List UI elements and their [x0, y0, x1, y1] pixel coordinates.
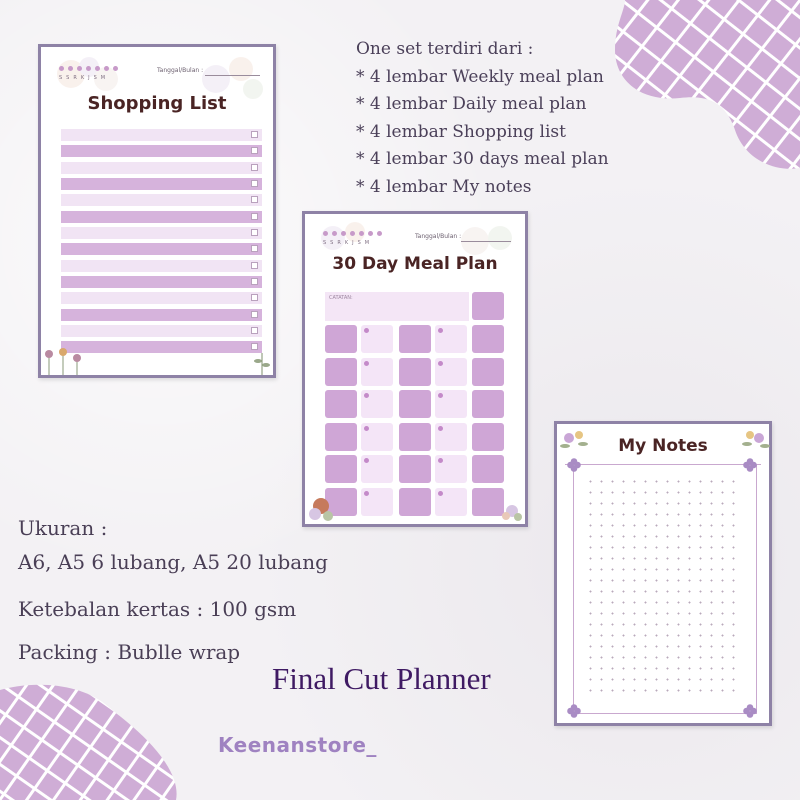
shopping-list-sheet [38, 44, 276, 378]
meal-cell [399, 488, 431, 516]
meal-cell [399, 390, 431, 418]
meal-cell [472, 455, 504, 483]
meal-cell [472, 390, 504, 418]
meal-cell [325, 325, 357, 353]
meal-cell [472, 292, 504, 320]
meal-cell [361, 455, 393, 483]
packing-info: Packing : Bublle wrap [18, 640, 241, 664]
bullet-dot [438, 328, 443, 333]
size-label: Ukuran : [18, 516, 108, 540]
checkbox[interactable] [251, 311, 258, 318]
flower-icon [307, 492, 337, 524]
meal-cell [361, 358, 393, 386]
meal-cell [435, 325, 467, 353]
meal-cell [399, 358, 431, 386]
set-item: * 4 lembar Daily meal plan [356, 94, 587, 114]
set-item: * 4 lembar 30 days meal plan [356, 149, 609, 169]
shopping-row [61, 178, 262, 190]
meal-cell [361, 488, 393, 516]
week-dots [323, 231, 382, 236]
checkbox[interactable] [251, 147, 258, 154]
notes-box [325, 292, 469, 321]
bullet-dot [364, 361, 369, 366]
date-line [461, 241, 511, 242]
set-item: * 4 lembar Shopping list [356, 121, 566, 142]
meal-cell [361, 325, 393, 353]
clover-icon [743, 704, 757, 718]
set-contents [356, 36, 609, 201]
clover-icon [743, 458, 757, 472]
shopping-row [61, 325, 262, 337]
checkbox[interactable] [251, 262, 258, 269]
checkbox[interactable] [251, 278, 258, 285]
week-dots [59, 66, 118, 71]
meal-cell [399, 455, 431, 483]
bullet-dot [438, 361, 443, 366]
checkbox[interactable] [251, 213, 258, 220]
clover-icon [567, 704, 581, 718]
dot-grid [585, 476, 743, 700]
meal-cell [399, 325, 431, 353]
meal-cell [435, 488, 467, 516]
bullet-dot [364, 393, 369, 398]
meal-cell [435, 358, 467, 386]
paper-thickness: Ketebalan kertas : 100 gsm [18, 597, 297, 621]
meal-cell [472, 423, 504, 451]
meal-cell [399, 423, 431, 451]
bullet-dot [438, 458, 443, 463]
checkbox[interactable] [251, 180, 258, 187]
shopping-rows [61, 129, 262, 358]
set-item: * 4 lembar Weekly meal plan [356, 66, 604, 87]
meal-plan-sheet [302, 211, 528, 527]
week-letters: SSRKJSM [59, 75, 110, 81]
flower-icon [499, 498, 525, 524]
meal-cell [325, 423, 357, 451]
shopping-list-title: Shopping List [87, 93, 227, 114]
bullet-dot [438, 491, 443, 496]
date-line [205, 75, 260, 76]
meal-cell [435, 423, 467, 451]
shopping-row [61, 162, 262, 174]
bullet-dot [364, 328, 369, 333]
my-notes-title: My Notes [618, 436, 708, 456]
leaf-icon [253, 349, 271, 375]
bullet-dot [364, 426, 369, 431]
brand-title: Final Cut Planner [272, 661, 491, 696]
week-letters: SSRKJSM [323, 240, 374, 246]
checkbox[interactable] [251, 164, 258, 171]
bullet-dot [438, 426, 443, 431]
set-contents-title: One set terdiri dari : [356, 39, 534, 59]
shopping-row [61, 211, 262, 223]
checkbox[interactable] [251, 245, 258, 252]
bullet-dot [364, 491, 369, 496]
shopping-row [61, 276, 262, 288]
shopping-row [61, 243, 262, 255]
bullet-dot [438, 393, 443, 398]
clover-icon [567, 458, 581, 472]
checkbox[interactable] [251, 229, 258, 236]
shopping-row [61, 145, 262, 157]
meal-cell [361, 423, 393, 451]
date-label: Tanggal/Bulan : [157, 67, 204, 74]
shopping-row [61, 341, 262, 353]
checkbox[interactable] [251, 294, 258, 301]
meal-plan-title: 30 Day Meal Plan [332, 254, 498, 274]
meal-cell [472, 325, 504, 353]
date-label: Tanggal/Bulan : [415, 233, 462, 240]
flower-icon [741, 426, 771, 452]
store-name: Keenanstore_ [218, 733, 377, 757]
checkbox[interactable] [251, 196, 258, 203]
meal-cell [435, 455, 467, 483]
flower-icon [43, 345, 83, 375]
meal-cell [325, 390, 357, 418]
flower-icon [559, 426, 589, 452]
checkbox[interactable] [251, 131, 258, 138]
my-notes-sheet [554, 421, 772, 726]
meal-cell [325, 358, 357, 386]
shopping-row [61, 292, 262, 304]
shopping-row [61, 260, 262, 272]
shopping-row [61, 309, 262, 321]
meal-cell [361, 390, 393, 418]
meal-cell [435, 390, 467, 418]
set-item: * 4 lembar My notes [356, 176, 532, 197]
checkered-blob-bottom-left [0, 682, 180, 800]
shopping-row [61, 194, 262, 206]
checkered-blob-top-right [585, 0, 800, 175]
bullet-dot [364, 458, 369, 463]
checkbox[interactable] [251, 327, 258, 334]
meal-cell [472, 358, 504, 386]
size-value: A6, A5 6 lubang, A5 20 lubang [18, 550, 328, 574]
notes-label: CATATAN: [329, 295, 353, 301]
meal-cell [325, 455, 357, 483]
shopping-row [61, 129, 262, 141]
shopping-row [61, 227, 262, 239]
